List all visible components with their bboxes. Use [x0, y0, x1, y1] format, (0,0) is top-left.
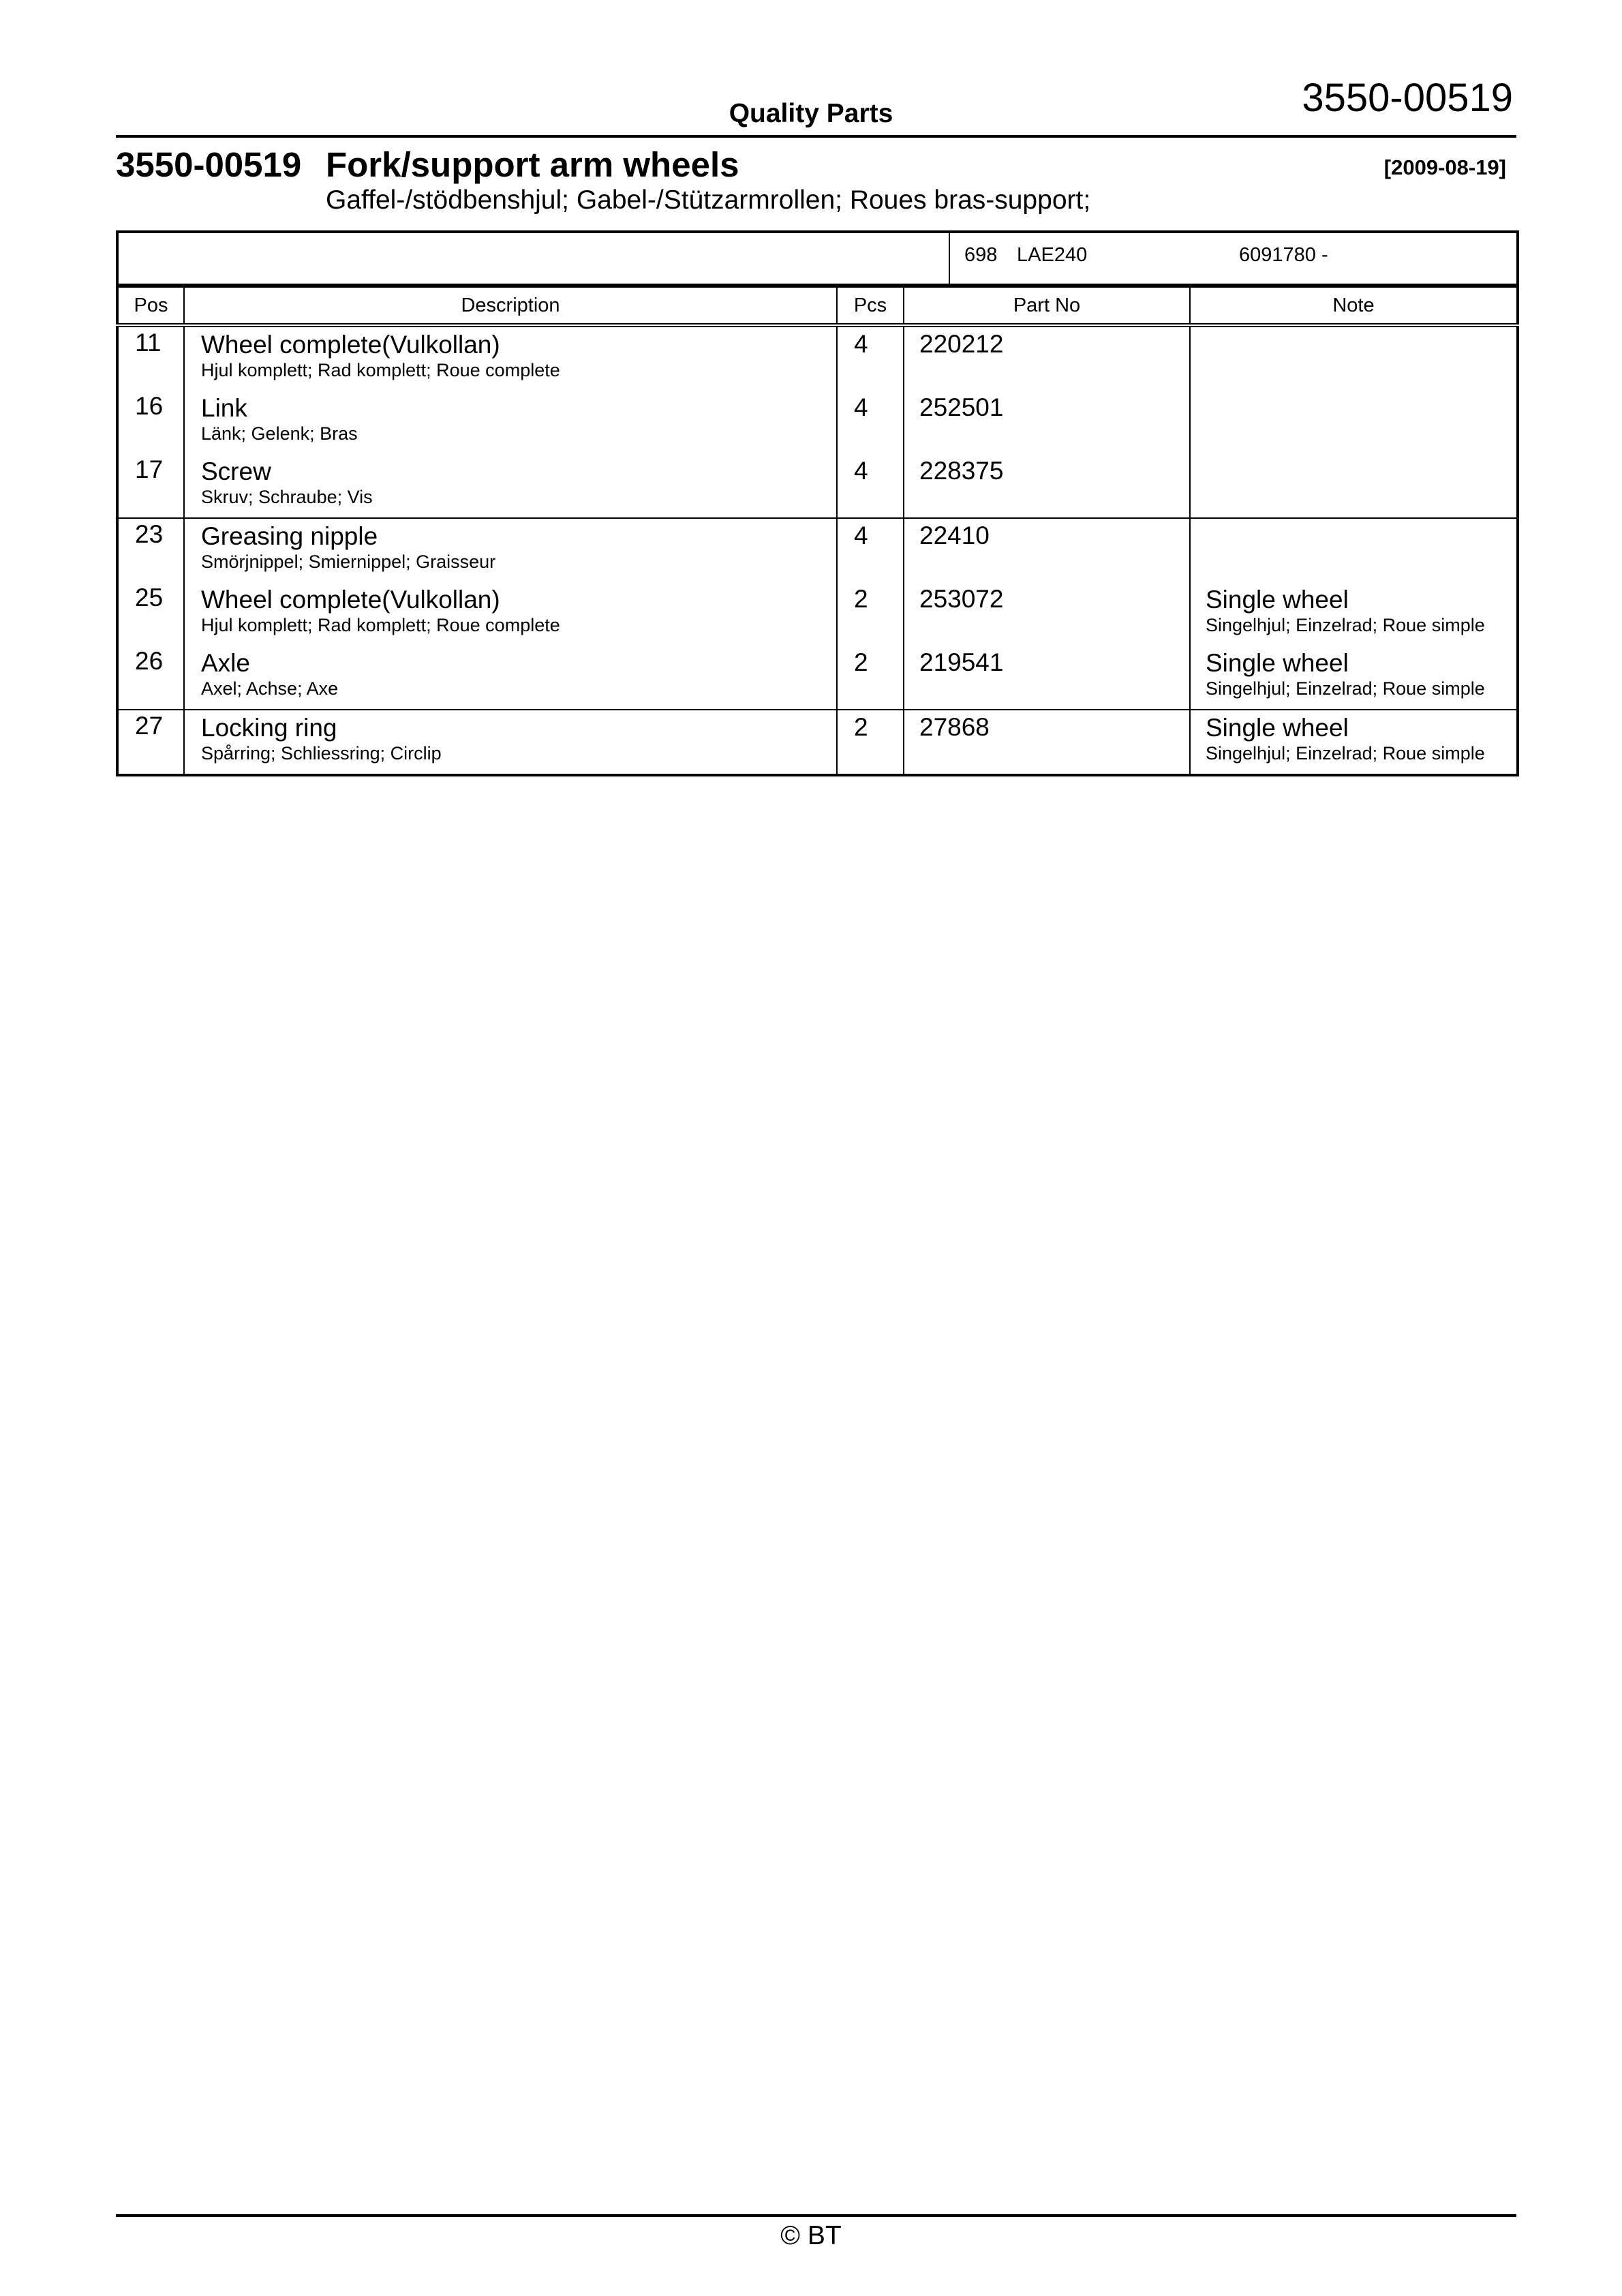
cell-description: [184, 518, 837, 582]
cell-part-no: 252501: [904, 391, 1190, 454]
table-row: [117, 518, 1518, 582]
cell-part-no: 228375: [904, 454, 1190, 518]
note-main: Single wheel: [1206, 714, 1349, 742]
model-box-divider: [949, 233, 950, 284]
document-date: [2009-08-19]: [1383, 155, 1506, 179]
cell-pos: 23: [117, 518, 184, 582]
header-doc-number: 3550-00519: [1302, 76, 1513, 120]
cell-pos: 17: [117, 454, 184, 518]
cell-part-no: 219541: [904, 646, 1190, 710]
cell-pos: 26: [117, 646, 184, 710]
description-main: Locking ring: [201, 714, 337, 742]
cell-pcs: 4: [837, 454, 904, 518]
description-translations: Länk; Gelenk; Bras: [201, 423, 358, 444]
description-main: Screw: [201, 457, 271, 485]
cell-description: [184, 391, 837, 454]
cell-pcs: 2: [837, 710, 904, 775]
model-code: 698: [964, 244, 998, 266]
note-translations: Singelhjul; Einzelrad; Roue simple: [1206, 615, 1485, 635]
cell-pos: 27: [117, 710, 184, 775]
cell-pos: 11: [117, 325, 184, 391]
description-main: Wheel complete(Vulkollan): [201, 331, 500, 359]
description-translations: Hjul komplett; Rad komplett; Roue complete: [201, 615, 560, 635]
table-row: [117, 454, 1518, 518]
cell-pcs: 4: [837, 518, 904, 582]
table-row: [117, 325, 1518, 391]
description-translations: Skruv; Schraube; Vis: [201, 487, 373, 507]
note-translations: Singelhjul; Einzelrad; Roue simple: [1206, 678, 1485, 699]
table-row: [117, 710, 1518, 775]
cell-note: [1190, 391, 1518, 454]
cell-pos: 25: [117, 582, 184, 646]
cell-description: [184, 710, 837, 775]
description-main: Axle: [201, 649, 250, 677]
document-subtitle: Gaffel-/stödbenshjul; Gabel-/Stützarmrollen; Roues bras-support;: [326, 185, 1091, 215]
header-divider: [116, 135, 1516, 138]
column-header-pos: Pos: [117, 286, 184, 325]
cell-description: [184, 646, 837, 710]
footer-copyright: © BT: [780, 2221, 842, 2250]
cell-pcs: 4: [837, 325, 904, 391]
cell-part-no: 22410: [904, 518, 1190, 582]
column-header-description: Description: [184, 286, 837, 325]
cell-description: [184, 325, 837, 391]
model-serial: 6091780 -: [1239, 244, 1328, 266]
note-main: Single wheel: [1206, 649, 1349, 677]
cell-note: [1190, 454, 1518, 518]
note-main: Single wheel: [1206, 586, 1349, 614]
header-title: Quality Parts: [729, 99, 893, 128]
column-header-part-no: Part No: [904, 286, 1190, 325]
cell-note: [1190, 518, 1518, 582]
table-row: [117, 391, 1518, 454]
parts-table: [116, 285, 1516, 776]
cell-note: [1190, 710, 1518, 775]
document-title: Fork/support arm wheels: [326, 145, 739, 184]
cell-pcs: 2: [837, 582, 904, 646]
cell-note: [1190, 325, 1518, 391]
cell-note: [1190, 646, 1518, 710]
table-row: [117, 582, 1518, 646]
cell-description: [184, 454, 837, 518]
document-number: 3550-00519: [116, 145, 302, 184]
description-translations: Hjul komplett; Rad komplett; Roue complete: [201, 360, 560, 380]
description-main: Link: [201, 394, 247, 422]
column-header-note: Note: [1190, 286, 1518, 325]
table-row: [117, 646, 1518, 710]
cell-part-no: 253072: [904, 582, 1190, 646]
cell-pos: 16: [117, 391, 184, 454]
cell-description: [184, 582, 837, 646]
table-header-row: [117, 286, 1518, 325]
description-translations: Spårring; Schliessring; Circlip: [201, 743, 442, 764]
cell-note: [1190, 582, 1518, 646]
description-main: Wheel complete(Vulkollan): [201, 586, 500, 614]
footer-divider: [116, 2214, 1516, 2217]
cell-pcs: 4: [837, 391, 904, 454]
cell-pcs: 2: [837, 646, 904, 710]
description-main: Greasing nipple: [201, 522, 378, 550]
description-translations: Axel; Achse; Axe: [201, 678, 339, 699]
note-translations: Singelhjul; Einzelrad; Roue simple: [1206, 743, 1485, 764]
cell-part-no: 27868: [904, 710, 1190, 775]
column-header-pcs: Pcs: [837, 286, 904, 325]
description-translations: Smörjnippel; Smiernippel; Graisseur: [201, 552, 496, 572]
model-name: LAE240: [1017, 244, 1088, 266]
cell-part-no: 220212: [904, 325, 1190, 391]
